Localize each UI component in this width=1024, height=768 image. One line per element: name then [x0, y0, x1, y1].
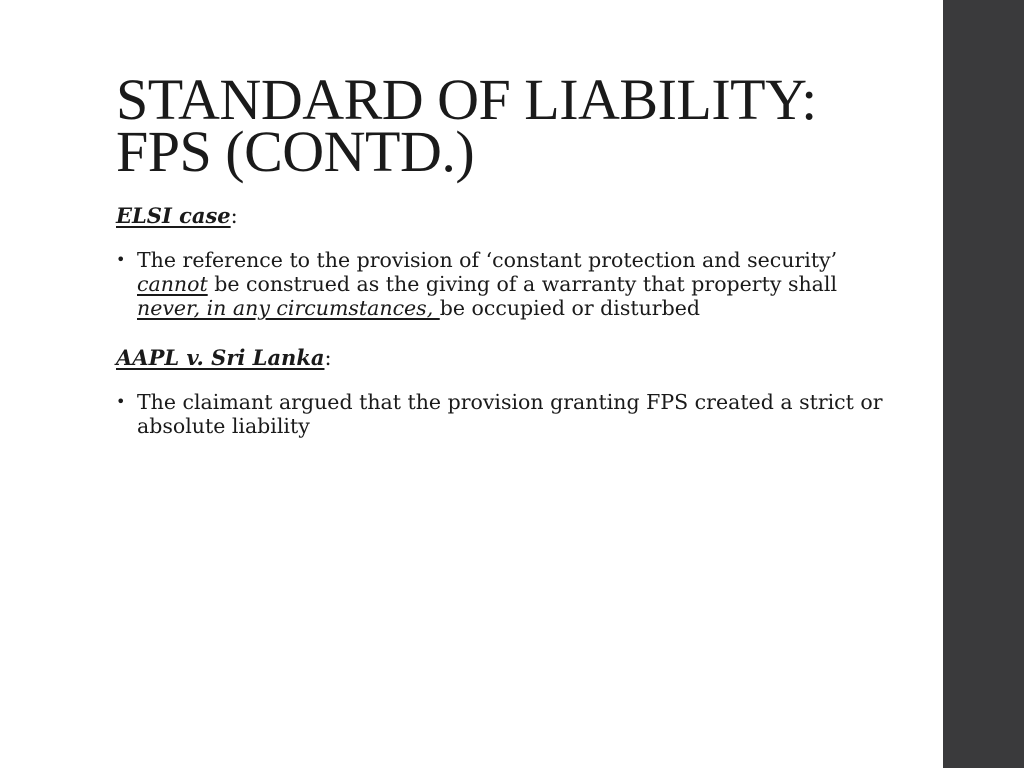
- case-heading-colon: :: [324, 346, 332, 370]
- slide-title-line-1: STANDARD OF LIABILITY:: [116, 67, 817, 132]
- list-item: [116, 248, 906, 320]
- case-heading-elsi: [116, 204, 906, 228]
- bullet-text-part: be construed as the giving of a warranty that property shall: [207, 272, 837, 296]
- bullet-icon: •: [116, 250, 126, 269]
- bullet-list-elsi: [116, 248, 906, 320]
- bullet-emphasis: never, in any circumstances,: [137, 296, 440, 320]
- list-item: [116, 390, 906, 438]
- case-heading-aapl: [116, 346, 906, 370]
- bullet-text-part: be occupied or disturbed: [439, 296, 700, 320]
- bullet-text-part: The reference to the provision of ‘constant protection and security’: [137, 248, 838, 272]
- case-name-elsi: ELSI case: [116, 203, 231, 228]
- slide-title-line-2: FPS (CONTD.): [116, 119, 475, 184]
- case-name-aapl: AAPL v. Sri Lanka: [116, 345, 325, 370]
- slide-content: [116, 67, 906, 438]
- side-bar: [943, 0, 1024, 768]
- bullet-emphasis: cannot: [137, 272, 208, 296]
- bullet-icon: •: [116, 392, 126, 411]
- case-heading-colon: :: [230, 204, 238, 228]
- slide-title: [116, 67, 906, 184]
- bullet-text: The claimant argued that the provision granting FPS created a strict or absolute liability: [137, 390, 883, 438]
- bullet-list-aapl: [116, 390, 906, 438]
